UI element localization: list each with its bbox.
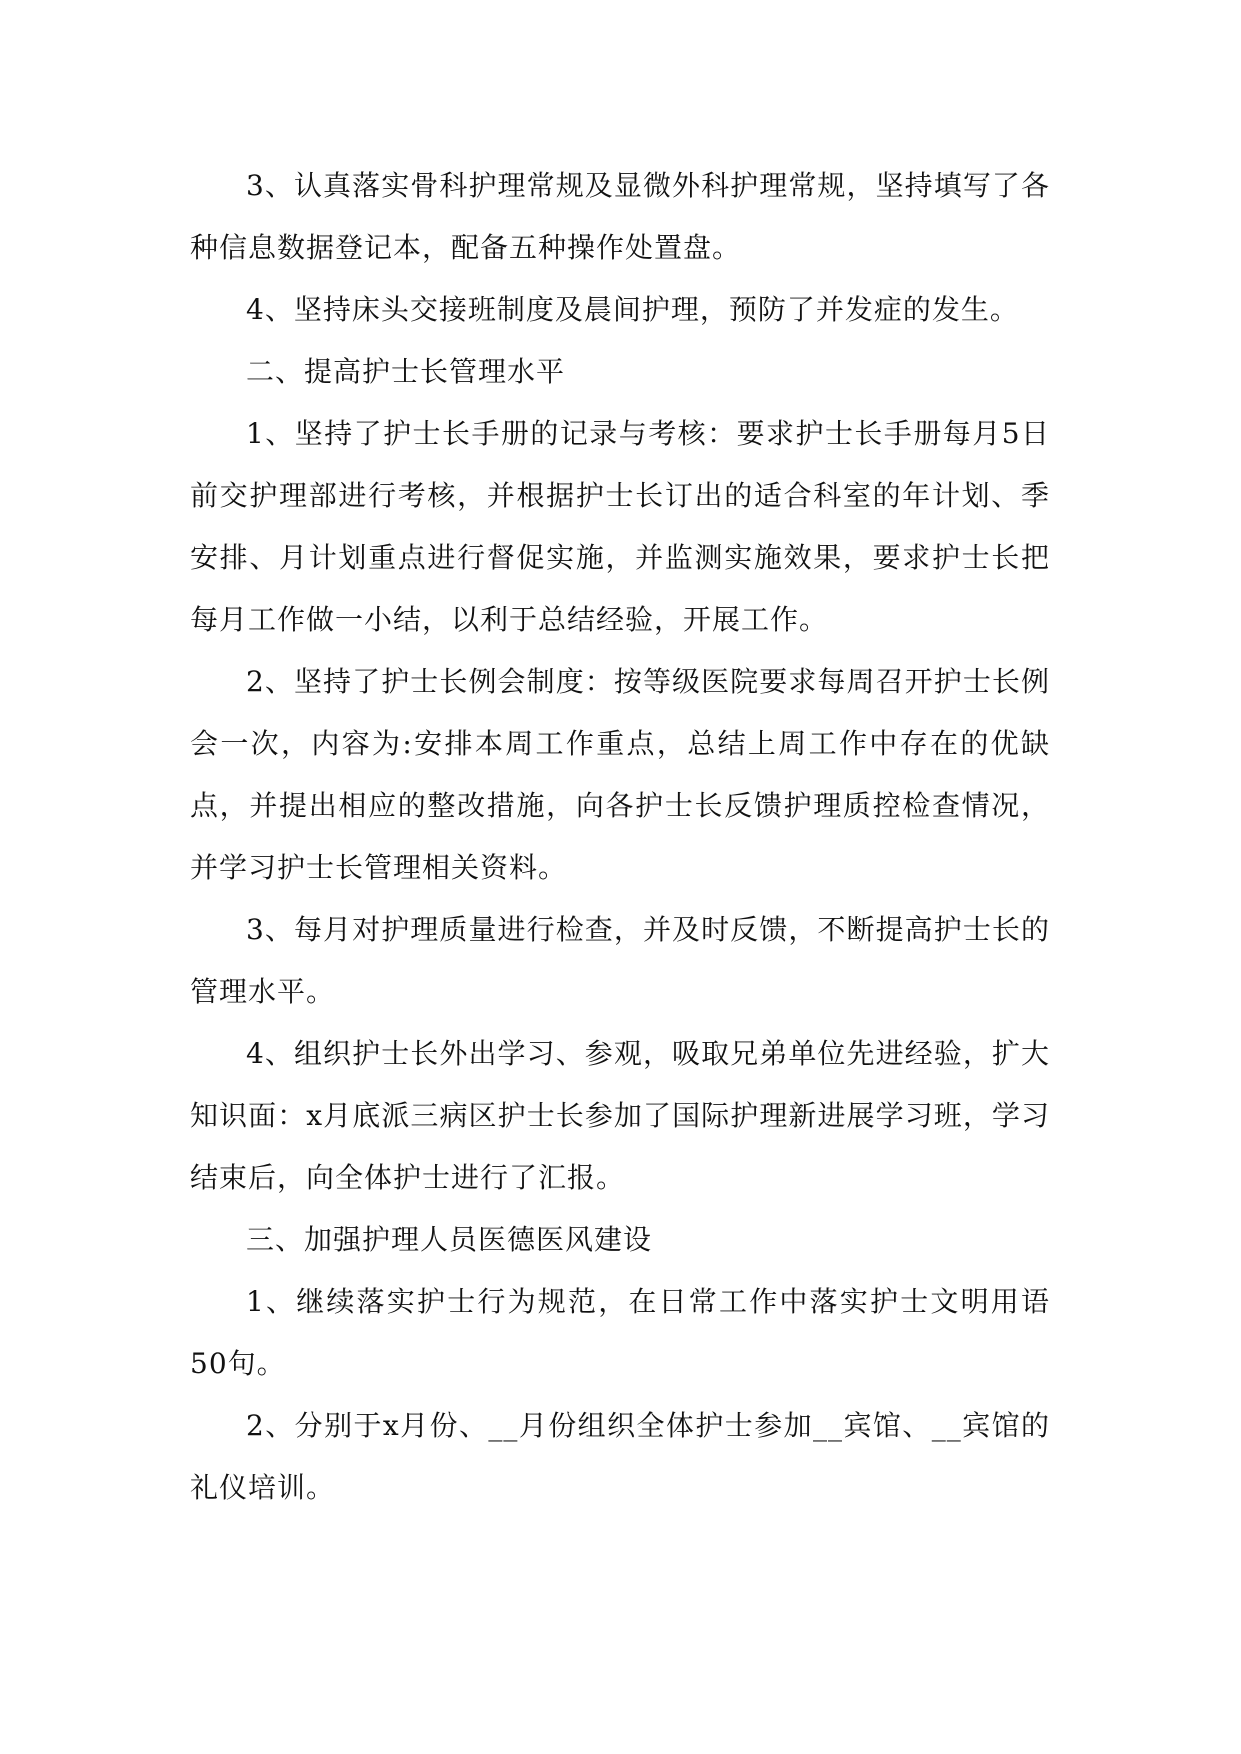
paragraph-item-1c: 1、继续落实护士行为规范，在日常工作中落实护士文明用语50句。 bbox=[190, 1285, 1050, 1380]
paragraph-item-4: 4、坚持床头交接班制度及晨间护理，预防了并发症的发生。 bbox=[246, 293, 1019, 326]
section-heading-3: 三、加强护理人员医德医风建设 bbox=[246, 1223, 653, 1256]
paragraph-item-2c: 2、分别于x月份、__月份组织全体护士参加__宾馆、__宾馆的礼仪培训。 bbox=[190, 1409, 1050, 1504]
paragraph-item-1: 1、坚持了护士长手册的记录与考核：要求护士长手册每月5日前交护理部进行考核，并根据护士长订出的适合科室的年计划、季安排、月计划重点进行督促实施，并监测实施效果，要求护士长把每月工作做一小结，以利于总结经验，开展工作。 bbox=[190, 417, 1050, 636]
paragraph-item-3: 3、认真落实骨科护理常规及显微外科护理常规，坚持填写了各种信息数据登记本，配备五种操作处置盘。 bbox=[190, 169, 1050, 264]
section-heading-2: 二、提高护士长管理水平 bbox=[246, 355, 566, 388]
paragraph-item-3b: 3、每月对护理质量进行检查，并及时反馈，不断提高护士长的管理水平。 bbox=[190, 913, 1050, 1008]
paragraph-item-2: 2、坚持了护士长例会制度：按等级医院要求每周召开护士长例会一次，内容为:安排本周工作重点，总结上周工作中存在的优缺点，并提出相应的整改措施，向各护士长反馈护理质控检查情况，并学习护士长管理相关资料。 bbox=[190, 665, 1050, 884]
document-body bbox=[190, 155, 1050, 1519]
paragraph-item-4b: 4、组织护士长外出学习、参观，吸取兄弟单位先进经验，扩大知识面：x月底派三病区护士长参加了国际护理新进展学习班，学习结束后，向全体护士进行了汇报。 bbox=[190, 1037, 1050, 1194]
